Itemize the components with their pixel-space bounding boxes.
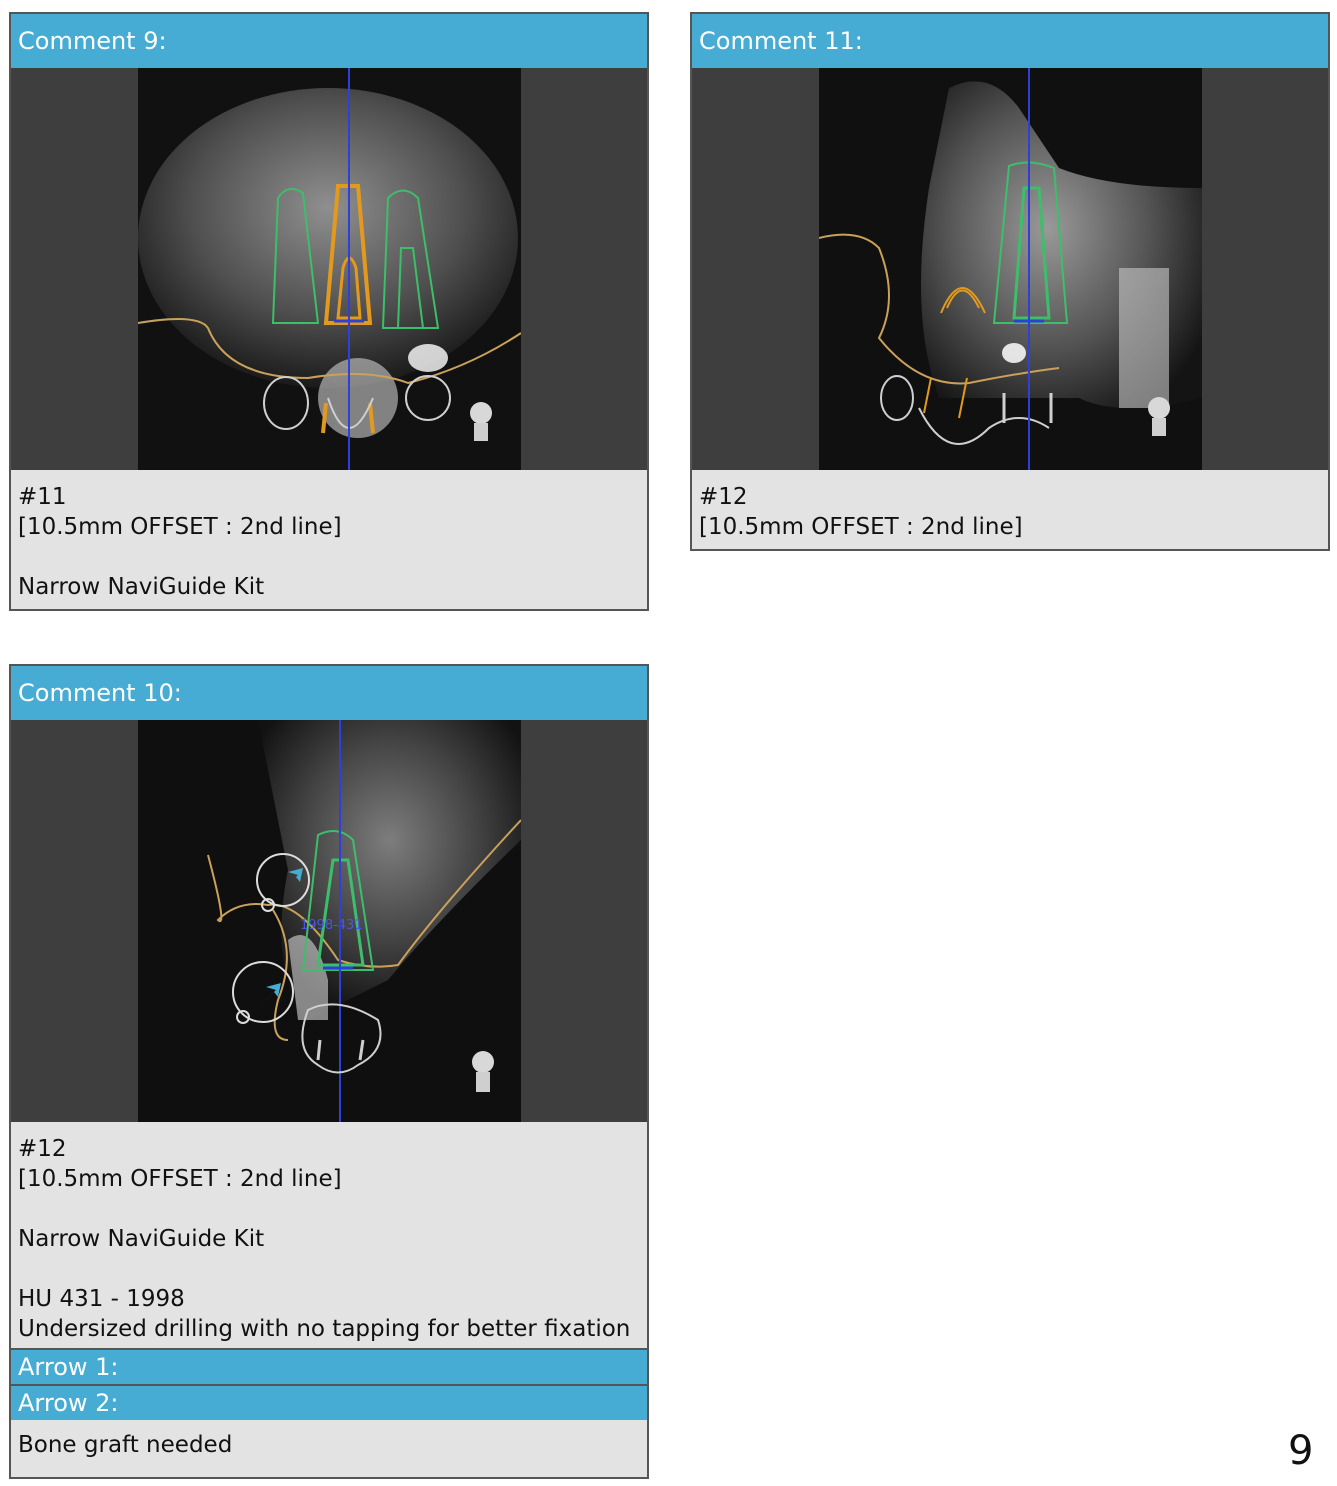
blank-line	[18, 542, 640, 572]
comment-body	[692, 470, 1328, 550]
blank-line	[18, 1254, 640, 1284]
hu-range-note: HU 431 - 1998	[18, 1286, 185, 1312]
arrow-2-body	[11, 1420, 647, 1468]
arrow-1-header: Arrow 1:	[11, 1348, 647, 1384]
hu-range-label: 1998-431	[300, 918, 363, 933]
ct-scan-graphic	[819, 68, 1202, 470]
arrow-2-header: Arrow 2:	[11, 1384, 647, 1420]
offset-note: [10.5mm OFFSET : 2nd line]	[18, 1166, 342, 1192]
comment-body	[11, 470, 647, 610]
comment-body	[11, 1122, 647, 1348]
ct-scan-image	[11, 68, 647, 470]
offset-note: [10.5mm OFFSET : 2nd line]	[18, 514, 342, 540]
comment-title: Comment 11:	[692, 14, 1328, 68]
drilling-note: Undersized drilling with no tapping for better fixation	[18, 1316, 631, 1342]
kit-note: Narrow NaviGuide Kit	[18, 574, 265, 600]
comment-title: Comment 10:	[11, 666, 647, 720]
ct-scan-image	[11, 720, 647, 1122]
ct-scan-graphic	[138, 68, 521, 470]
ct-scan-graphic	[138, 720, 521, 1122]
comment-card-10	[9, 664, 649, 1479]
comment-card-9	[9, 12, 649, 611]
ct-scan-image	[692, 68, 1328, 470]
tooth-number: #11	[18, 484, 67, 510]
blank-line	[18, 1194, 640, 1224]
tooth-number: #12	[18, 1136, 67, 1162]
offset-note: [10.5mm OFFSET : 2nd line]	[699, 514, 1023, 540]
page-number: 9	[1288, 1428, 1314, 1474]
kit-note: Narrow NaviGuide Kit	[18, 1226, 265, 1252]
tooth-number: #12	[699, 484, 748, 510]
comment-title: Comment 9:	[11, 14, 647, 68]
comment-card-11	[690, 12, 1330, 551]
bone-graft-note: Bone graft needed	[18, 1432, 233, 1458]
